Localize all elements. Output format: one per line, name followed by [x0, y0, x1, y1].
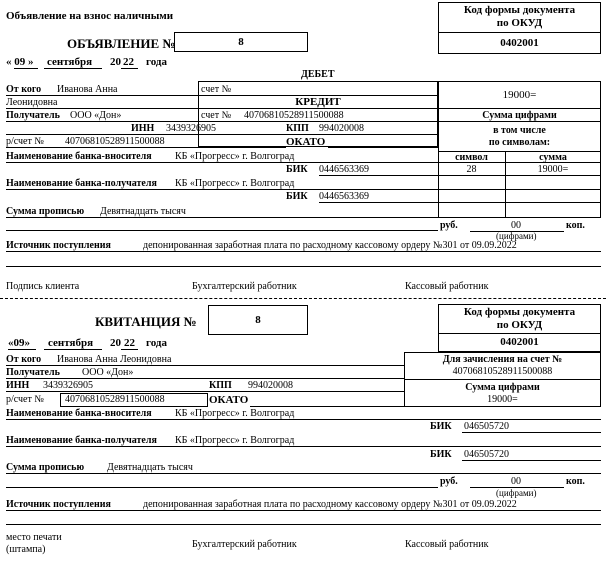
- divider: [6, 487, 438, 488]
- divider: [6, 446, 601, 447]
- okud-code: 0402001: [500, 37, 539, 49]
- receipt-date-day: «09»: [8, 337, 30, 349]
- kpp-value: 994020008: [319, 123, 364, 134]
- divider: [438, 189, 601, 190]
- divider: [6, 108, 198, 109]
- receipt-source-label: Источник поступления: [6, 499, 111, 510]
- notice-year: 22: [123, 56, 134, 68]
- bank-sender-label: Наименование банка-вносителя: [6, 151, 152, 162]
- receipt-bik2-label: БИК: [430, 449, 452, 460]
- divider: [198, 121, 438, 122]
- receipt-kpp-label: КПП: [209, 380, 232, 391]
- receipt-sign-accountant: Бухгалтерский работник: [192, 539, 297, 550]
- receipt-bank-sender-label: Наименование банка-вносителя: [6, 408, 152, 419]
- receipt-amount-figures-label: Сумма цифрами: [465, 382, 540, 393]
- receipt-bik2-value: 046505720: [464, 449, 509, 460]
- receipt-year-prefix: 20: [110, 337, 121, 349]
- amount-words-label: Сумма прописью: [6, 206, 85, 217]
- divider: [319, 202, 438, 203]
- cut-line: [0, 298, 606, 299]
- notice-heading: Объявление на взнос наличными: [6, 10, 174, 22]
- receipt-digits-label: (цифрами): [496, 488, 537, 498]
- divider: [404, 379, 601, 380]
- credit-account-label: Для зачисления на счет №: [442, 354, 563, 365]
- from-label: От кого: [6, 84, 42, 95]
- divider: [44, 68, 102, 69]
- receipt-bik-label: БИК: [430, 421, 452, 432]
- including-line2: по символам:: [488, 137, 551, 148]
- divider: [6, 217, 438, 218]
- recipient-value: ООО «Дон»: [70, 110, 122, 121]
- credit-account-value: 40706810528911500088: [244, 110, 344, 121]
- kop-label: коп.: [566, 220, 585, 231]
- receipt-number: 8: [255, 314, 261, 326]
- divider: [438, 175, 601, 176]
- receipt-from-value: Иванова Анна Леонидовна: [57, 354, 172, 365]
- sum-header: сумма: [539, 152, 567, 163]
- symbol-header: символ: [455, 152, 488, 163]
- divider: [6, 147, 286, 148]
- divider: [6, 473, 601, 474]
- symbol-sum: 19000=: [537, 164, 569, 175]
- stamp-line1: место печати: [6, 532, 62, 543]
- bik-value: 0446563369: [319, 164, 369, 175]
- rs-label: р/счет №: [6, 136, 44, 147]
- receipt-sign-cashier: Кассовый работник: [405, 539, 489, 550]
- receipt-kpp-value: 994020008: [248, 380, 293, 391]
- receipt-year-word: года: [146, 337, 167, 349]
- kop-value: 00: [511, 220, 521, 231]
- divider: [438, 121, 601, 122]
- divider: [8, 349, 36, 350]
- receipt-bik-value: 046505720: [464, 421, 509, 432]
- credit-label: КРЕДИТ: [295, 96, 341, 108]
- inn-value: 3439326905: [166, 123, 216, 134]
- symbol-value: 28: [466, 164, 477, 175]
- notice-date-day: « 09 »: [6, 56, 34, 68]
- recipient-label: Получатель: [6, 110, 60, 121]
- from-value-line2: Леонидовна: [6, 97, 58, 108]
- divider: [438, 333, 601, 334]
- credit-account-label: счет №: [201, 110, 232, 121]
- okato-label: ОКАТО: [286, 136, 326, 148]
- divider: [6, 524, 601, 525]
- receipt-date-month: сентября: [48, 337, 94, 349]
- divider: [6, 121, 198, 122]
- amount-words-value: Девятнадцать тысяч: [100, 206, 186, 217]
- divider: [6, 365, 404, 366]
- divider: [6, 95, 198, 96]
- divider: [438, 32, 601, 33]
- source-label: Источник поступления: [6, 240, 111, 251]
- rs-value: 40706810528911500088: [65, 136, 165, 147]
- receipt-okud-code: 0402001: [500, 336, 539, 348]
- amount-figures: 19000=: [502, 89, 537, 101]
- divider: [198, 134, 438, 135]
- receipt-bank-receiver-label: Наименование банка-получателя: [6, 435, 157, 446]
- divider: [319, 175, 438, 176]
- divider: [438, 162, 601, 163]
- debit-label: ДЕБЕТ: [301, 69, 335, 80]
- sign-client: Подпись клиента: [6, 281, 80, 292]
- divider: [462, 432, 601, 433]
- credit-account-value: 40706810528911500088: [452, 366, 553, 377]
- divider: [198, 108, 438, 109]
- bik-label: БИК: [286, 164, 308, 175]
- bank-receiver-value: КБ «Прогресс» г. Волгоград: [175, 178, 295, 189]
- receipt-recipient-value: ООО «Дон»: [82, 367, 134, 378]
- divider: [6, 251, 601, 252]
- receipt-bank-receiver-value: КБ «Прогресс» г. Волгоград: [175, 435, 295, 446]
- amount-figures-label: Сумма цифрами: [482, 110, 557, 121]
- divider: [6, 391, 404, 392]
- notice-date-month: сентября: [47, 56, 93, 68]
- kpp-label: КПП: [286, 123, 309, 134]
- receipt-amount-words-value: Девятнадцать тысяч: [107, 462, 193, 473]
- bank-receiver-label: Наименование банка-получателя: [6, 178, 157, 189]
- notice-title: ОБЪЯВЛЕНИЕ №: [67, 36, 176, 51]
- receipt-inn-label: ИНН: [6, 380, 30, 391]
- from-value-line1: Иванова Анна: [57, 84, 118, 95]
- inn-label: ИНН: [131, 123, 155, 134]
- sign-accountant: Бухгалтерский работник: [192, 281, 297, 292]
- divider: [328, 147, 438, 148]
- sign-cashier: Кассовый работник: [405, 281, 489, 292]
- receipt-source-value: депонированная заработная плата по расходному кассовому ордеру №301 от 09.09.2022: [143, 499, 517, 510]
- receipt-kop-value: 00: [511, 476, 521, 487]
- divider: [6, 162, 438, 163]
- source-value: депонированная заработная плата по расходному кассовому ордеру №301 от 09.09.2022: [143, 240, 517, 251]
- divider: [6, 510, 601, 511]
- divider: [6, 189, 438, 190]
- receipt-from-label: От кого: [6, 354, 42, 365]
- bik2-value: 0446563369: [319, 191, 369, 202]
- bank-sender-value: КБ «Прогресс» г. Волгоград: [175, 151, 295, 162]
- receipt-inn-value: 3439326905: [43, 380, 93, 391]
- receipt-amount-figures: 19000=: [487, 394, 518, 405]
- rub-label: руб.: [440, 220, 458, 231]
- receipt-rs-label: р/счет №: [6, 394, 44, 405]
- divider: [462, 460, 601, 461]
- divider: [6, 134, 198, 135]
- receipt-okud-label-line2: по ОКУД: [496, 319, 543, 331]
- divider: [6, 378, 404, 379]
- divider: [14, 68, 38, 69]
- receipt-okato-label: ОКАТО: [209, 394, 249, 406]
- notice-year-prefix: 20: [110, 56, 121, 68]
- receipt-kop-label: коп.: [566, 476, 585, 487]
- divider: [44, 349, 102, 350]
- divider: [6, 419, 601, 420]
- receipt-year: 22: [124, 337, 135, 349]
- including-line1: в том числе: [493, 125, 546, 136]
- amount-panel: [438, 81, 601, 218]
- receipt-okud-label-line1: Код формы документа: [463, 306, 576, 318]
- divider: [438, 108, 601, 109]
- bik2-label: БИК: [286, 191, 308, 202]
- receipt-recipient-label: Получатель: [6, 367, 60, 378]
- debit-account-label: счет №: [201, 84, 232, 95]
- notice-year-word: года: [146, 56, 167, 68]
- receipt-rub-label: руб.: [440, 476, 458, 487]
- receipt-amount-words-label: Сумма прописью: [6, 462, 85, 473]
- receipt-bank-sender-value: КБ «Прогресс» г. Волгоград: [175, 408, 295, 419]
- receipt-title: КВИТАНЦИЯ №: [95, 314, 197, 329]
- okud-label-line2: по ОКУД: [496, 17, 543, 29]
- stamp-line2: (штампа): [6, 544, 46, 555]
- notice-number: 8: [238, 36, 244, 48]
- receipt-rs-value: 40706810528911500088: [65, 394, 165, 405]
- divider: [121, 68, 138, 69]
- divider: [121, 349, 138, 350]
- okud-label-line1: Код формы документа: [463, 4, 576, 16]
- digits-label: (цифрами): [496, 231, 537, 241]
- divider: [438, 202, 601, 203]
- divider: [6, 266, 601, 267]
- divider: [6, 230, 438, 231]
- divider: [250, 406, 404, 407]
